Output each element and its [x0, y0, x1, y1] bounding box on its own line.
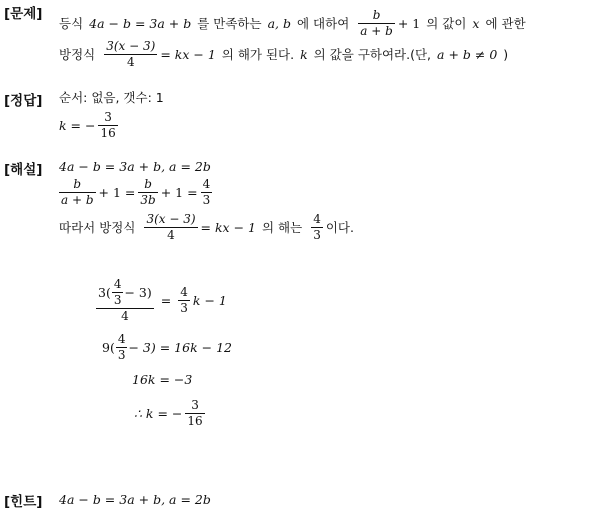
answer-info: 순서: 없음, 갯수: 1 — [59, 90, 164, 105]
explanation-equation: 4a − b = 3a + b, a = 2b — [59, 158, 211, 174]
hint-equation: 4a − b = 3a + b, a = 2b — [59, 491, 211, 507]
explanation-line-1 — [59, 157, 211, 175]
work-line-4: ∴ k = − $\frac{3}{16}$ — [134, 397, 203, 428]
problem-condition: a + b ≠ 0 — [437, 46, 498, 62]
problem-var-x: x — [472, 15, 480, 31]
problem-text: 를 만족하는 — [197, 16, 262, 31]
explanation-line-3: 따라서 방정식 $\frac{3(x - 3)}{4}$ = kx − 1 의 해는 $\frac{4}{3}$ 이다. — [59, 211, 354, 242]
fraction: $\frac{b}{a + b}$ — [360, 7, 393, 38]
fraction: $\frac{4}{3}$ — [313, 211, 321, 242]
problem-text: 의 해가 된다. — [221, 47, 295, 62]
answer-equation: k = − — [59, 117, 96, 133]
fraction: $\frac{3(x - 3)}{4}$ — [106, 38, 156, 69]
problem-text: 에 대하여 — [297, 16, 350, 31]
compound-fraction: 3( $\frac{4}{3}$ − 3) 4 — [98, 276, 152, 323]
problem-text: 방정식 — [59, 47, 96, 62]
work-line-3: 16k = −3 — [132, 371, 193, 387]
problem-vars: a, b — [267, 15, 291, 31]
answer-label: [정답] — [4, 93, 43, 109]
fraction: $\frac{4}{3}$ — [180, 284, 188, 315]
problem-label: [문제] — [4, 6, 43, 22]
problem-line-2 — [59, 36, 508, 72]
answer-line-1 — [59, 88, 164, 106]
fraction: $\frac{4}{3}$ — [113, 276, 122, 307]
problem-text: 등식 — [59, 16, 84, 31]
fraction: $\frac{3(x - 3)}{4}$ — [146, 211, 196, 242]
fraction: $\frac{3}{16}$ — [100, 109, 116, 140]
fraction: $\frac{b}{a + b}$ — [61, 176, 94, 207]
problem-text: ) — [503, 46, 509, 62]
fraction: $\frac{3}{16}$ — [187, 397, 203, 428]
problem-text: 의 값이 — [426, 16, 467, 31]
answer-line-2 — [59, 106, 121, 144]
hint-line-1 — [59, 490, 211, 508]
problem-equation: = kx − 1 — [160, 46, 216, 62]
fraction: $\frac{b}{3b}$ — [140, 176, 156, 207]
problem-text: 의 값을 구하여라.(단, — [313, 47, 432, 62]
explanation-label: [해설] — [4, 162, 43, 178]
hint-label: [힌트] — [4, 494, 43, 510]
explanation-line-2: $\frac{b}{a + b}$ + 1 = $\frac{b}{3b}$ + 1 = $\frac{4}{3}$ — [61, 176, 211, 207]
work-line-1: 3( $\frac{4}{3}$ − 3) 4 = $\frac{4}{3}$ k − 1 — [98, 276, 227, 323]
problem-equation: 4a − b = 3a + b — [89, 15, 192, 31]
problem-var-k: k — [300, 46, 308, 62]
problem-text: 에 관한 — [485, 16, 526, 31]
work-line-2: 9( $\frac{4}{3}$ − 3) = 16k − 12 — [102, 331, 232, 362]
problem-equation: + 1 — [397, 15, 421, 31]
fraction: $\frac{4}{3}$ — [202, 176, 211, 207]
fraction: $\frac{4}{3}$ — [117, 331, 126, 362]
